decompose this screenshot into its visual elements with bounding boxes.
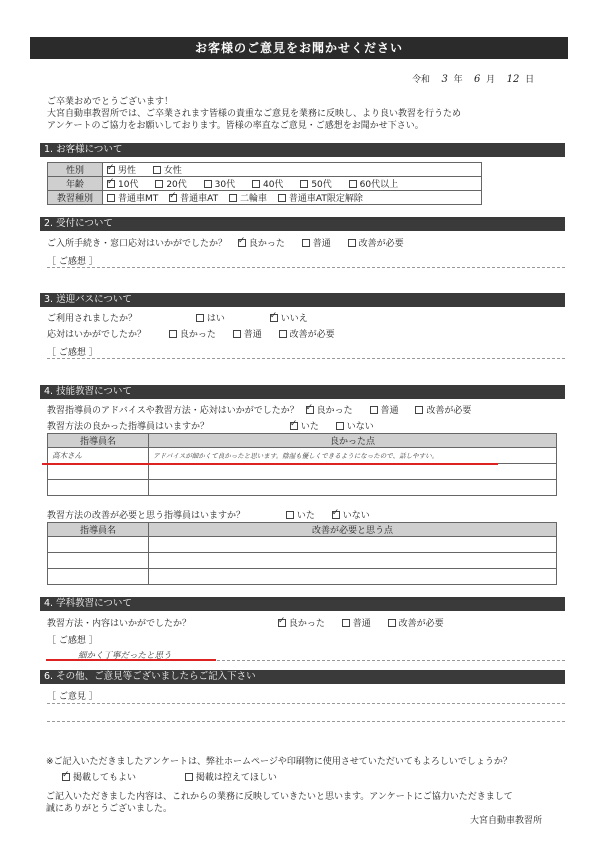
checkbox-lecture-improve[interactable] [388, 619, 396, 627]
year-value[interactable]: 3 [441, 74, 448, 85]
good-points-cell[interactable]: アドバイスが細かくて良かったと思います。陰湿も優しくできるようになったので、話しやすい。 [149, 448, 557, 464]
month-value[interactable]: 6 [474, 74, 481, 85]
checkbox-male[interactable] [107, 166, 115, 174]
table-row[interactable] [48, 569, 149, 585]
checkbox-at-release[interactable] [278, 194, 286, 202]
checkbox-good-ita[interactable] [290, 422, 298, 430]
table-row[interactable] [48, 537, 149, 553]
bus-comment-label: ［ ご感想 ］ [47, 348, 98, 358]
reception-comment-label: ［ ご感想 ］ [47, 257, 98, 267]
checkbox-age-20[interactable] [155, 180, 163, 188]
checkbox-good-inai[interactable] [336, 422, 344, 430]
table-row[interactable] [48, 553, 149, 569]
section-4-header: 4. 技能教習について [40, 385, 565, 399]
checkbox-bus-normal[interactable] [233, 330, 241, 338]
page-title: お客様のご意見をお聞かせください [30, 37, 568, 59]
checkbox-reception-improve[interactable] [348, 239, 356, 247]
good-instructor-row: 教習方法の良かった指導員はいますか？ ✓ いた いない [47, 419, 388, 432]
checkbox-skill-normal[interactable] [370, 406, 378, 414]
checkbox-skill-improve[interactable] [415, 406, 423, 414]
section-6-header: 6. その他、ご意見等ございましたらご記入下さい [40, 670, 565, 684]
checkbox-mt[interactable] [107, 194, 115, 202]
lecture-comment-text[interactable]: 細かく丁寧だったと思う [78, 651, 172, 661]
checkbox-female[interactable] [153, 166, 161, 174]
checkbox-skill-good[interactable] [306, 406, 314, 414]
checkbox-reception-good[interactable] [238, 239, 246, 247]
checkbox-age-10[interactable] [107, 180, 115, 188]
skill-question-row: 教習指導員のアドバイスや教習方法・応対はいかがでしたか？ ✓ 良かった 普通 改善が必要 [47, 403, 485, 416]
thanks-line-2: 誠にありがとうございました。 [46, 804, 173, 814]
improve-instructor-row: 教習方法の改善が必要と思う指導員はいますか？ いた ✓ いない [47, 508, 384, 521]
publish-note: ※ご記入いただきましたアンケートは、弊社ホームページや印刷物に使用させていただいてもよろしいでしょうか？ [46, 757, 512, 767]
checkbox-bus-no[interactable] [270, 314, 278, 322]
age-label: 年齢 [48, 177, 103, 191]
red-underline-lecture [46, 659, 216, 661]
reception-question-row: ご入所手続き・窓口応対はいかがでしたか？ ✓ 良かった 普通 改善が必要 [47, 236, 418, 249]
other-comment-line-1[interactable] [47, 703, 565, 704]
reception-comment-line[interactable] [47, 267, 565, 268]
checkbox-improve-inai[interactable] [332, 511, 340, 519]
bus-use-row: ご利用されましたか？ はい ✓ いいえ [47, 311, 322, 324]
col-improve-points: 改善が必要と思う点 [149, 523, 557, 537]
type-label: 教習種別 [48, 191, 103, 205]
checkbox-age-60[interactable] [349, 180, 357, 188]
checkbox-age-30[interactable] [204, 180, 212, 188]
day-value[interactable]: 12 [506, 74, 520, 85]
section-3-header: 3. 送迎バスについて [40, 293, 565, 307]
other-comment-line-2[interactable] [47, 721, 565, 722]
checkbox-lecture-good[interactable] [278, 619, 286, 627]
improve-instructor-table [47, 522, 557, 585]
intro-line-1: ご卒業おめでとうございます！ [47, 97, 174, 107]
red-underline-instructor [42, 463, 498, 465]
section-5-header: 4. 学科教習について [40, 597, 565, 611]
bus-service-row: 応対はいかがでしたか？ 良かった 普通 改善が必要 [47, 330, 335, 340]
table-row[interactable] [48, 464, 149, 480]
col-good-points: 良かった点 [149, 434, 557, 448]
bus-comment-line[interactable] [47, 358, 565, 359]
checkbox-improve-ita[interactable] [286, 511, 294, 519]
checkbox-publish-ok[interactable] [62, 773, 70, 781]
lecture-question-row: 教習方法・内容はいかがでしたか？ ✓ 良かった 普通 改善が必要 [47, 616, 458, 629]
thanks-line-1: ご記入いただきました内容は、これからの業務に反映していきたいと思います。アンケートにご協力いただきまして [46, 792, 513, 802]
checkbox-age-50[interactable] [300, 180, 308, 188]
section-1-header: 1. お客様について [40, 143, 565, 157]
checkbox-bike[interactable] [229, 194, 237, 202]
checkbox-reception-normal[interactable] [302, 239, 310, 247]
col-instructor-name-2: 指導員名 [48, 523, 149, 537]
other-comment-label: ［ ご意見 ］ [47, 692, 98, 702]
publish-options-row: ✓掲載してもよい 掲載は控えてほしい [62, 770, 291, 783]
checkbox-at[interactable] [169, 194, 177, 202]
section-2-header: 2. 受付について [40, 217, 565, 231]
checkbox-publish-ng[interactable] [185, 773, 193, 781]
checkbox-lecture-normal[interactable] [342, 619, 350, 627]
checkbox-age-40[interactable] [252, 180, 260, 188]
date-line: 令和 3 年 6 月 12 日 [412, 74, 535, 85]
organization-name: 大宮自動車教習所 [470, 816, 543, 826]
customer-table: 性別 ✓ 男性 女性 年齢 ✓ 10代 20代 30代 40代 50代 60代以上 教習種別 普通車MT ✓ 普通車AT 二輪車 普通車AT限定解除 [47, 162, 482, 205]
checkbox-bus-yes[interactable] [196, 314, 204, 322]
table-row[interactable] [48, 480, 149, 496]
good-name-cell[interactable]: 高木さん [48, 448, 149, 464]
intro-line-3: アンケートのご協力をお願いしております。皆様の率直なご意見・ご感想をお聞かせ下さい。 [47, 121, 424, 131]
gender-label: 性別 [48, 163, 103, 177]
checkbox-bus-good[interactable] [169, 330, 177, 338]
checkbox-bus-improve[interactable] [279, 330, 287, 338]
lecture-comment-label: ［ ご感想 ］ [47, 636, 98, 646]
col-instructor-name: 指導員名 [48, 434, 149, 448]
intro-line-2: 大宮自動車教習所では、ご卒業されます皆様の貴重なご意見を業務に反映し、より良い教習を行うため [47, 109, 462, 119]
